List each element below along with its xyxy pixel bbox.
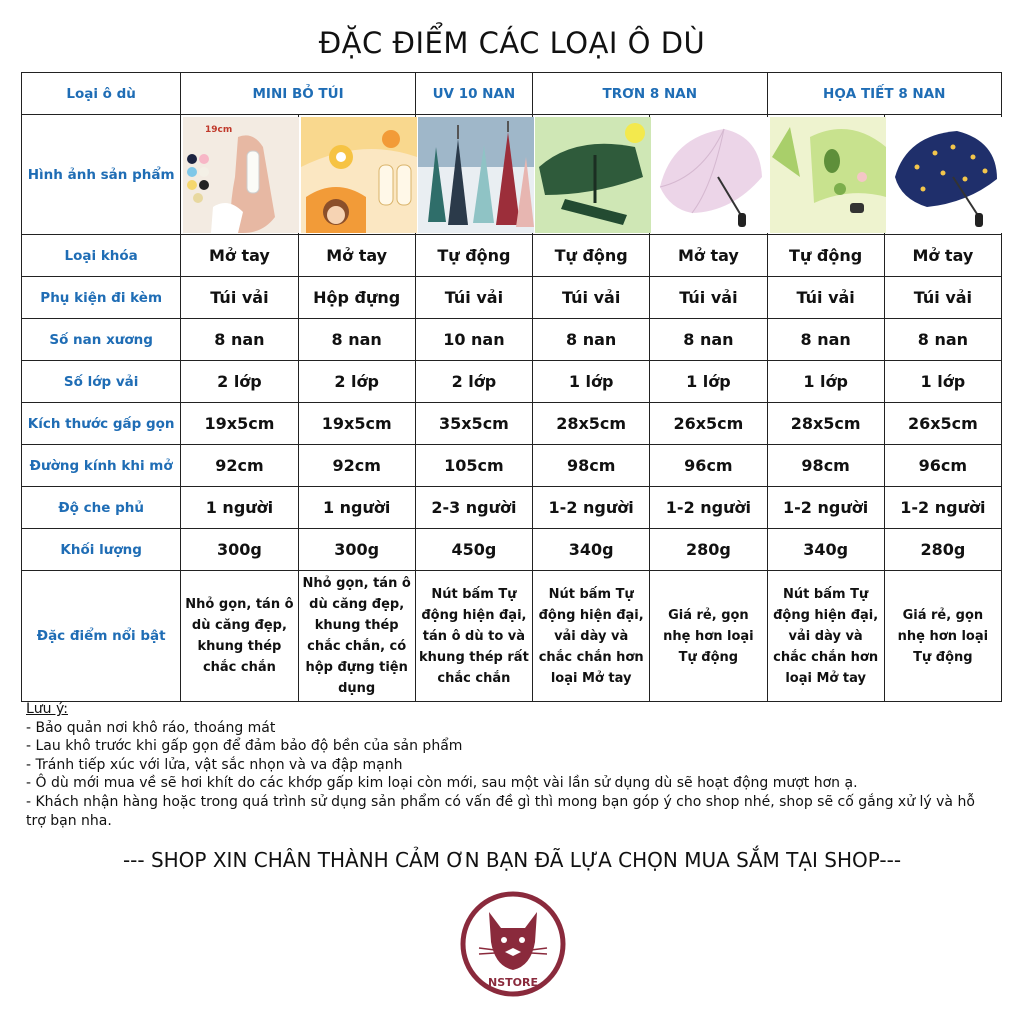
table-cell: 8 nan [533, 319, 650, 361]
table-cell: 1 lớp [884, 361, 1001, 403]
table-cell: 2 lớp [298, 361, 415, 403]
feature-cell: Nút bấm Tự động hiện đại, tán ô dù to và khung thép rất chắc chắn [415, 571, 532, 702]
table-cell: Mở tay [650, 235, 767, 277]
row-label: Độ che phủ [22, 487, 181, 529]
feature-cell: Giá rẻ, gọn nhẹ hơn loại Tự động [884, 571, 1001, 702]
features-row [22, 571, 1002, 702]
table-cell: 8 nan [650, 319, 767, 361]
plain-pink-umbrella-image [652, 117, 768, 233]
table-cell: 35x5cm [415, 403, 532, 445]
table-row [22, 403, 1002, 445]
table-cell: 1 lớp [533, 361, 650, 403]
product-image-cell [181, 115, 298, 235]
header-row [22, 73, 1002, 115]
nstore-logo [459, 890, 567, 998]
feature-cell: Nhỏ gọn, tán ô dù căng đẹp, khung thép chắc chắn, có hộp đựng tiện dụng [298, 571, 415, 702]
group-header-uv: UV 10 NAN [415, 73, 532, 115]
table-cell: 2-3 người [415, 487, 532, 529]
feature-cell: Nhỏ gọn, tán ô dù căng đẹp, khung thép chắc chắn [181, 571, 298, 702]
table-cell: 280g [884, 529, 1001, 571]
table-cell: 105cm [415, 445, 532, 487]
group-header-plain: TRƠN 8 NAN [533, 73, 767, 115]
table-cell: 1-2 người [533, 487, 650, 529]
note-item: - Lau khô trước khi gấp gọn để đảm bảo độ bền của sản phẩm [26, 738, 463, 755]
product-image-cell [884, 115, 1001, 235]
table-cell: 300g [181, 529, 298, 571]
table-row [22, 277, 1002, 319]
table-cell: Túi vải [884, 277, 1001, 319]
feature-cell: Nút bấm Tự động hiện đại, vải dày và chắc chắn hơn loại Mở tay [533, 571, 650, 702]
row-label: Số lớp vải [22, 361, 181, 403]
table-cell: 1 lớp [650, 361, 767, 403]
row-label: Hình ảnh sản phẩm [22, 115, 181, 235]
mini-umbrella-hand-image [183, 117, 299, 233]
table-cell: Hộp đựng [298, 277, 415, 319]
table-cell: 340g [767, 529, 884, 571]
table-cell: Tự động [533, 235, 650, 277]
table-row [22, 319, 1002, 361]
table-cell: 19x5cm [298, 403, 415, 445]
table-cell: 96cm [650, 445, 767, 487]
svg-text:19cm: 19cm [205, 124, 233, 135]
table-cell: 2 lớp [181, 361, 298, 403]
feature-cell: Nút bấm Tự động hiện đại, vải dày và chắc chắn hơn loại Mở tay [767, 571, 884, 702]
umbrella-comparison-table [21, 72, 1002, 702]
image-row [22, 115, 1002, 235]
page-title: ĐẶC ĐIỂM CÁC LOẠI Ô DÙ [318, 26, 706, 60]
notes-heading: Lưu ý: [26, 701, 68, 717]
table-cell: Tự động [767, 235, 884, 277]
row-label: Đường kính khi mở [22, 445, 181, 487]
table-cell: 28x5cm [767, 403, 884, 445]
group-header-pattern: HỌA TIẾT 8 NAN [767, 73, 1001, 115]
table-cell: 300g [298, 529, 415, 571]
product-image-cell [415, 115, 532, 235]
table-cell: 92cm [181, 445, 298, 487]
row-label: Khối lượng [22, 529, 181, 571]
note-item: - Ô dù mới mua về sẽ hơi khít do các khớp gấp kim loại còn mới, sau một vài lần sử dụng dù sẽ hoạt động mượt hơn ạ. [26, 775, 858, 792]
table-cell: 1 lớp [767, 361, 884, 403]
table-cell: 1-2 người [650, 487, 767, 529]
product-image-cell [767, 115, 884, 235]
product-image-cell [298, 115, 415, 235]
notes-section [26, 700, 996, 830]
table-cell: Túi vải [767, 277, 884, 319]
table-cell: 1-2 người [767, 487, 884, 529]
table-cell: 26x5cm [884, 403, 1001, 445]
table-cell: 8 nan [767, 319, 884, 361]
product-image-cell [650, 115, 767, 235]
table-row [22, 487, 1002, 529]
note-item: - Bảo quản nơi khô ráo, thoáng mát [26, 719, 276, 736]
row-label: Phụ kiện đi kèm [22, 277, 181, 319]
product-image-cell [533, 115, 650, 235]
row-label: Loại khóa [22, 235, 181, 277]
table-row [22, 235, 1002, 277]
feature-cell: Giá rẻ, gọn nhẹ hơn loại Tự động [650, 571, 767, 702]
table-cell: Mở tay [884, 235, 1001, 277]
table-row [22, 445, 1002, 487]
row-label: Kích thước gấp gọn [22, 403, 181, 445]
row-label: Đặc điểm nổi bật [22, 571, 181, 702]
table-cell: 1 người [298, 487, 415, 529]
corner-header: Loại ô dù [22, 73, 181, 115]
table-cell: 8 nan [884, 319, 1001, 361]
row-label: Số nan xương [22, 319, 181, 361]
table-cell: 8 nan [181, 319, 298, 361]
table-cell: 2 lớp [415, 361, 532, 403]
plain-green-umbrella-image [535, 117, 651, 233]
table-cell: 1 người [181, 487, 298, 529]
table-cell: 8 nan [298, 319, 415, 361]
table-cell: 98cm [767, 445, 884, 487]
table-cell: 26x5cm [650, 403, 767, 445]
table-cell: 19x5cm [181, 403, 298, 445]
table-cell: Túi vải [650, 277, 767, 319]
table-cell: Túi vải [415, 277, 532, 319]
table-cell: 92cm [298, 445, 415, 487]
table-row [22, 361, 1002, 403]
table-cell: 280g [650, 529, 767, 571]
table-cell: Tự động [415, 235, 532, 277]
mini-umbrella-box-image [301, 117, 417, 233]
pattern-green-umbrella-image [770, 117, 886, 233]
group-header-mini: MINI BỎ TÚI [181, 73, 415, 115]
pattern-navy-umbrella-image [887, 117, 1003, 233]
table-row [22, 529, 1002, 571]
logo-text: NSTORE [488, 976, 538, 989]
table-cell: Túi vải [181, 277, 298, 319]
table-cell: 28x5cm [533, 403, 650, 445]
table-cell: 1-2 người [884, 487, 1001, 529]
table-cell: 98cm [533, 445, 650, 487]
table-cell: 10 nan [415, 319, 532, 361]
table-cell: Túi vải [533, 277, 650, 319]
note-item: - Tránh tiếp xúc với lửa, vật sắc nhọn và va đập mạnh [26, 756, 403, 773]
table-cell: 96cm [884, 445, 1001, 487]
table-cell: 340g [533, 529, 650, 571]
uv-10-nan-umbrellas-image [418, 117, 534, 233]
note-item: - Khách nhận hàng hoặc trong quá trình sử dụng sản phẩm có vấn đề gì thì mong bạn góp ý cho shop nhé, shop sẽ cố gắng xử lý và hỗ trợ bạn nha. [26, 793, 975, 829]
table-cell: 450g [415, 529, 532, 571]
thank-you-message: --- SHOP XIN CHÂN THÀNH CẢM ƠN BẠN ĐÃ LỰA CHỌN MUA SẮM TẠI SHOP--- [122, 848, 902, 872]
table-cell: Mở tay [181, 235, 298, 277]
table-cell: Mở tay [298, 235, 415, 277]
